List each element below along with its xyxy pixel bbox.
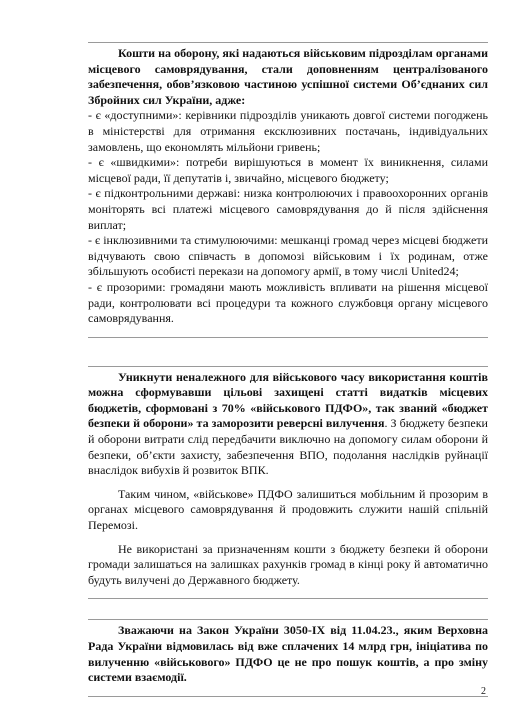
page-number: 2 xyxy=(481,686,486,697)
bullet-fast: - є «швидкими»: потреби вирішуються в момент їх виникнення, силами місцевої ради, її депутатів і, звичайно, місцевого бюджету; xyxy=(88,155,488,185)
bullet-inclusive: - є інклюзивними та стимулюючими: мешканці громад через місцеві бюджети відчувають свою співчасть в допомозі військовим і їх родинам, отже збільшують особисті перекази на допомогу армії, в тому числі United24; xyxy=(88,233,488,279)
defense-funds-section xyxy=(88,42,488,338)
defense-funds-intro xyxy=(88,46,488,108)
law-paragraph xyxy=(88,623,488,685)
unused-funds-paragraph: Не використані за призначенням кошти з бюджету безпеки й оборони громади залишаться на залишках рахунків громад в кінці року й автоматично будуть вилучені до Державного бюджету. xyxy=(88,541,488,587)
bullet-transparent: - є прозорими: громадяни мають можливість впливати на рішення місцевої ради, контролювати всі процедури та кожного службовця органу місцевого самоврядування. xyxy=(88,279,488,326)
defense-funds-intro-bold: Кошти на оборону, які надаються військовим підрозділам органами місцевого самоврядування, стали доповненням централізованого забезпечення, обов’язковою частиною успішної системи Об’єднаних сил Збройних сил України, адже: xyxy=(88,46,488,107)
mobility-paragraph: Таким чином, «військове» ПДФО залишиться мобільним й прозорим в органах місцевого самоврядування й продовжить служити нашій спільній Перемозі. xyxy=(88,486,488,533)
budget-proposal-rest: . З бюджету безпеки й оборони витрати слід передбачити виключно на допомогу силам оборони й безпеки, об’єкти захисту, забезпечення ВПО, подолання наслідків руйнації внаслідок вибухів й розвиток ВПК. xyxy=(88,416,488,478)
law-section xyxy=(88,619,488,696)
budget-proposal-paragraph xyxy=(88,370,488,479)
page-content xyxy=(88,42,488,697)
bullet-accessible: - є «доступними»: керівники підрозділів уникають довгої системи погоджень в міністерстві для отримання ексклюзивних постачань, індивідуальних замовлень, що економлять мільйони гривень; xyxy=(88,108,488,154)
law-paragraph-bold: Зважаючи на Закон України 3050-IX від 11.04.23., яким Верховна Рада України відмовилась від вже сплачених 14 млрд грн, ініціатива по вилученню «військового» ПДФО це не про пошук коштів, а про зміну системи взаємодії. xyxy=(88,623,488,685)
bullet-state-controlled: - є підконтрольними державі: низка контролюючих і правоохоронних органів моніторять всі платежі місцевого самоврядування до й після здійснення виплат; xyxy=(88,186,488,232)
budget-proposal-bold: Уникнути неналежного для військового часу використання коштів можна сформувавши цільові захищені статті видатків місцевих бюджетів, сформовані з 70% «військового ПДФО», так званий «бюджет безпеки й оборони» та заморозити реверсні вилучення xyxy=(88,369,488,431)
budget-proposal-section xyxy=(88,366,488,600)
